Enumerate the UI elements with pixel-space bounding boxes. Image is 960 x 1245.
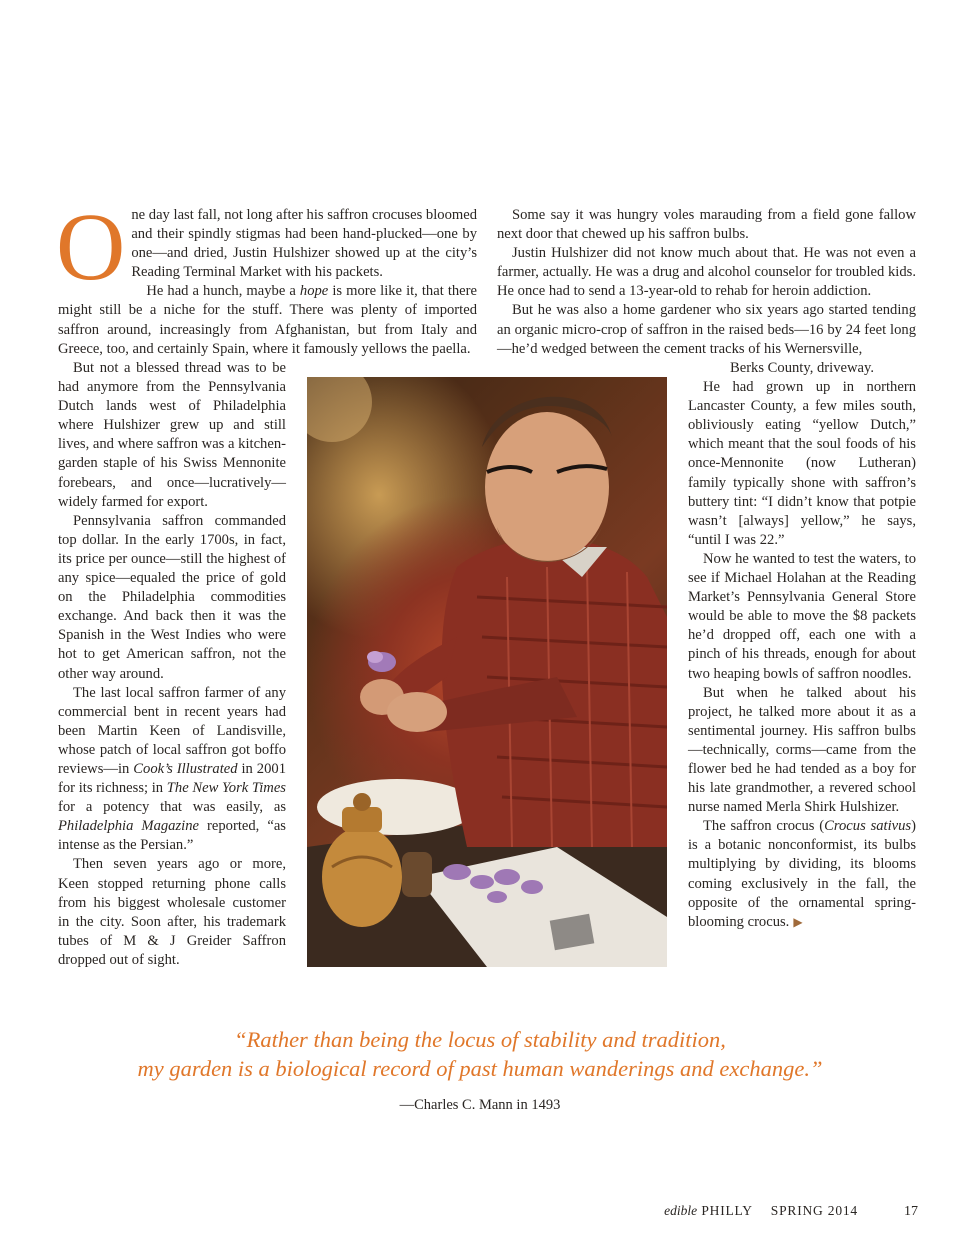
article-column-left-top — [56, 193, 477, 359]
article-paragraph: Now he wanted to test the waters, to see if Michael Holahan at the Reading Market’s Pennsylvania General Store would be able to move the $8 packets he’d dropped off, each one with a pinch of his threads, enough for about two heaping bowls of saffron noodles. — [688, 550, 916, 682]
issue-label: SPRING 2014 — [770, 1203, 858, 1218]
article-paragraph: But he was also a home gardener who six years ago started tending an organic micro-crop of saffron in the raised beds—16 by 24 feet long—he’d wedged between the cement tracks of his Wernersville, — [497, 302, 916, 357]
article-column-left-narrow — [58, 359, 286, 970]
article-paragraph: Some say it was hungry voles marauding from a field gone fallow next door that chewed up his saffron bulbs. — [497, 207, 916, 243]
article-paragraph: The last local saffron farmer of any commercial bent in recent years had been Martin Keen of Landisville, whose patch of local saffron got boffo reviews—in Cook’s Illustrated in 2001 for its richness; in The New York Times for a potency that was easily, as Philadelphia Magazine reported, “as intense as the Persian.” — [58, 684, 286, 854]
article-paragraph-continued: Berks County, driveway. — [729, 360, 875, 376]
photo-illustration — [307, 377, 667, 967]
article-paragraph: One day last fall, not long after his saffron crocuses bloomed and their spindly stigmas had been hand-plucked—one by one—and dried, Justin Hulshizer showed up at the city’s Reading Terminal Market with his packets. — [56, 193, 477, 300]
article-photo — [307, 377, 667, 967]
article-paragraph: Justin Hulshizer did not know much about that. He was not even a farmer, actually. He was a drug and alcohol counselor for troubled kids. He once had to send a 13-year-old to rehab for heroin addiction. — [497, 245, 916, 300]
article-paragraph: Then seven years ago or more, Keen stopped returning phone calls from his biggest wholesale customer in the city. Soon after, his trademark tubes of M & J Greider Saffron dropped out of sight. — [58, 856, 286, 968]
magazine-brand-prefix: edible — [664, 1203, 698, 1218]
drop-cap: O — [56, 193, 126, 300]
article-column-right-top — [497, 206, 916, 359]
pull-quote-line: “Rather than being the locus of stability and tradition, — [234, 1027, 726, 1052]
pull-quote-line: my garden is a biological record of past human wanderings and exchange.” — [137, 1056, 823, 1081]
article-paragraph: He had grown up in northern Lancaster County, a few miles south, obliviously eating “yellow Dutch,” which meant that the soul foods of his once-Mennonite (now Lutheran) family typically shone with saffron’s buttery tint: “I didn’t know that potpie wasn’t [always] yellow,” he says, “until I was 22.” — [688, 379, 916, 548]
article-paragraph: He had a hunch, maybe a hope is more like it, that there might still be a niche for the stuff. There was plenty of imported saffron around, increasingly from Afghanistan, but from Italy and Greece, too, and certainly Spain, where it famously yellows the paella. — [58, 283, 477, 357]
article-paragraph: The saffron crocus (Crocus sativus) is a botanic nonconformist, its bulbs multiplying by dividing, its blooms coming exclusively in the fall, the opposite of the ornamental spring-blooming crocus. ▶ — [688, 818, 916, 930]
pull-quote-attribution: —Charles C. Mann in 1493 — [399, 1097, 561, 1113]
article-column-right-narrow — [688, 359, 916, 932]
page-footer — [664, 1203, 918, 1220]
page-number: 17 — [904, 1204, 918, 1219]
article-paragraph: But not a blessed thread was to be had anymore from the Pennsylvania Dutch lands west of Philadelphia where Hulshizer grew up and still lives, and where saffron was a kitchen-garden staple of his Swiss Mennonite forebears, and once—lucratively—widely farmed for export. — [58, 360, 286, 510]
article-paragraph: Pennsylvania saffron commanded top dollar. In the early 1700s, in fact, its price per ounce—still the highest of any spice—equaled the price of gold on the Philadelphia commodities exchange. And back then it was the Spanish in the West Indies who were hot to get American saffron, not the other way around. — [58, 512, 286, 682]
pull-quote — [100, 1025, 860, 1083]
article-paragraph: But when he talked about his project, he talked more about it as a sentimental journey. His saffron bulbs—technically, corms—came from the flower bed he had tended as a boy for his late grandmother, a revered school nurse named Merla Shirk Hulshizer. — [688, 684, 916, 816]
magazine-brand: PHILLY — [697, 1203, 753, 1218]
end-mark-icon: ▶ — [793, 914, 803, 929]
